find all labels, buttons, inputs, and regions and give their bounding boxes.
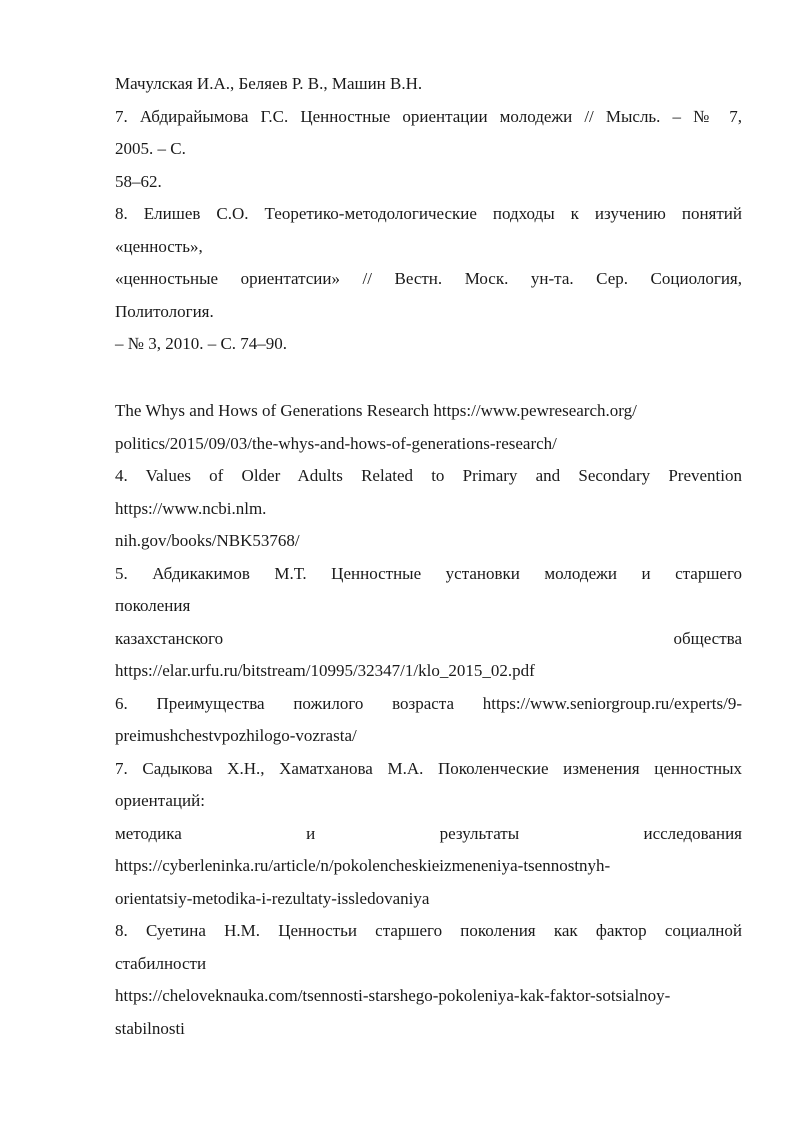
reference-item-7b-line-1: 7. Садыкова Х.Н., Хаматханова М.А. Поколенческие изменения ценностных (115, 758, 742, 778)
reference-item-4-line-2: https://www.ncbi.nlm. (115, 498, 267, 518)
reference-item-7b-line-5: orientatsiy-metodika-i-rezultaty-issledovaniya (115, 888, 430, 908)
reference-item-6-line-2: preimushchestvpozhilogo-vozrasta/ (115, 726, 357, 745)
reference-item-generations-line-1: The Whys and Hows of Generations Research https://www.pewresearch.org/ (115, 401, 637, 420)
references-list-bottom (115, 395, 742, 1045)
reference-item-8b-line-1: 8. Суетина Н.М. Ценностьи старшего поколения как фактор социалной (115, 921, 742, 940)
reference-item-7-line-2: 2005. – С. (115, 139, 186, 158)
text-line: Мачулская И.А., Беляев Р. В., Машин В.Н. (115, 74, 423, 93)
reference-item-7-line-3: 58–62. (115, 171, 162, 191)
reference-item-generations-line-2: politics/2015/09/03/the-whys-and-hows-of-generations-research/ (115, 433, 557, 453)
reference-item-8-line-3: «ценностьные ориентатсии» // Вестн. Моск. ун-та. Сер. Социология, (115, 269, 742, 288)
reference-item-6-line-1: 6. Преимущества пожилого возраста https://www.seniorgroup.ru/experts/9- (115, 693, 742, 713)
reference-item-5-line-1: 5. Абдикакимов М.Т. Ценностные установки молодежи и старшего (115, 563, 742, 583)
reference-item-8-line-4: Политология. (115, 301, 214, 321)
reference-item-4-line-1: 4. Values of Older Adults Related to Primary and Secondary Prevention (115, 466, 742, 485)
reference-item-8b-line-2: стабилности (115, 953, 207, 973)
reference-item-7-line-1: 7. Абдирайымова Г.С. Ценностные ориентации молодежи // Мысль. – № 7, (115, 106, 742, 126)
reference-item-5-line-3: казахстанского общества (115, 628, 742, 648)
reference-item-7b-line-4: https://cyberleninka.ru/article/n/pokolencheskieizmeneniya-tsennostnyh- (115, 856, 611, 875)
reference-item-7b-line-2: ориентаций: (115, 791, 205, 810)
reference-item-5-line-2: поколения (115, 596, 191, 615)
reference-item-8-line-1: 8. Елишев С.О. Теоретико-методологические подходы к изучению понятий (115, 204, 742, 223)
references-list-top (115, 68, 742, 361)
reference-item-4-line-3: nih.gov/books/NBK53768/ (115, 531, 300, 550)
reference-item-8-line-2: «ценность», (115, 236, 203, 256)
reference-item-8b-line-4: stabilnosti (115, 1018, 185, 1038)
reference-item-7b-line-3: методика и результаты исследования (115, 823, 742, 843)
reference-item-5-line-4: https://elar.urfu.ru/bitstream/10995/32347/1/klo_2015_02.pdf (115, 661, 535, 680)
reference-item-8b-line-3: https://cheloveknauka.com/tsennosti-starshego-pokoleniya-kak-faktor-sotsialnoy- (115, 986, 671, 1005)
reference-item-8-line-5: – № 3, 2010. – С. 74–90. (115, 334, 288, 353)
